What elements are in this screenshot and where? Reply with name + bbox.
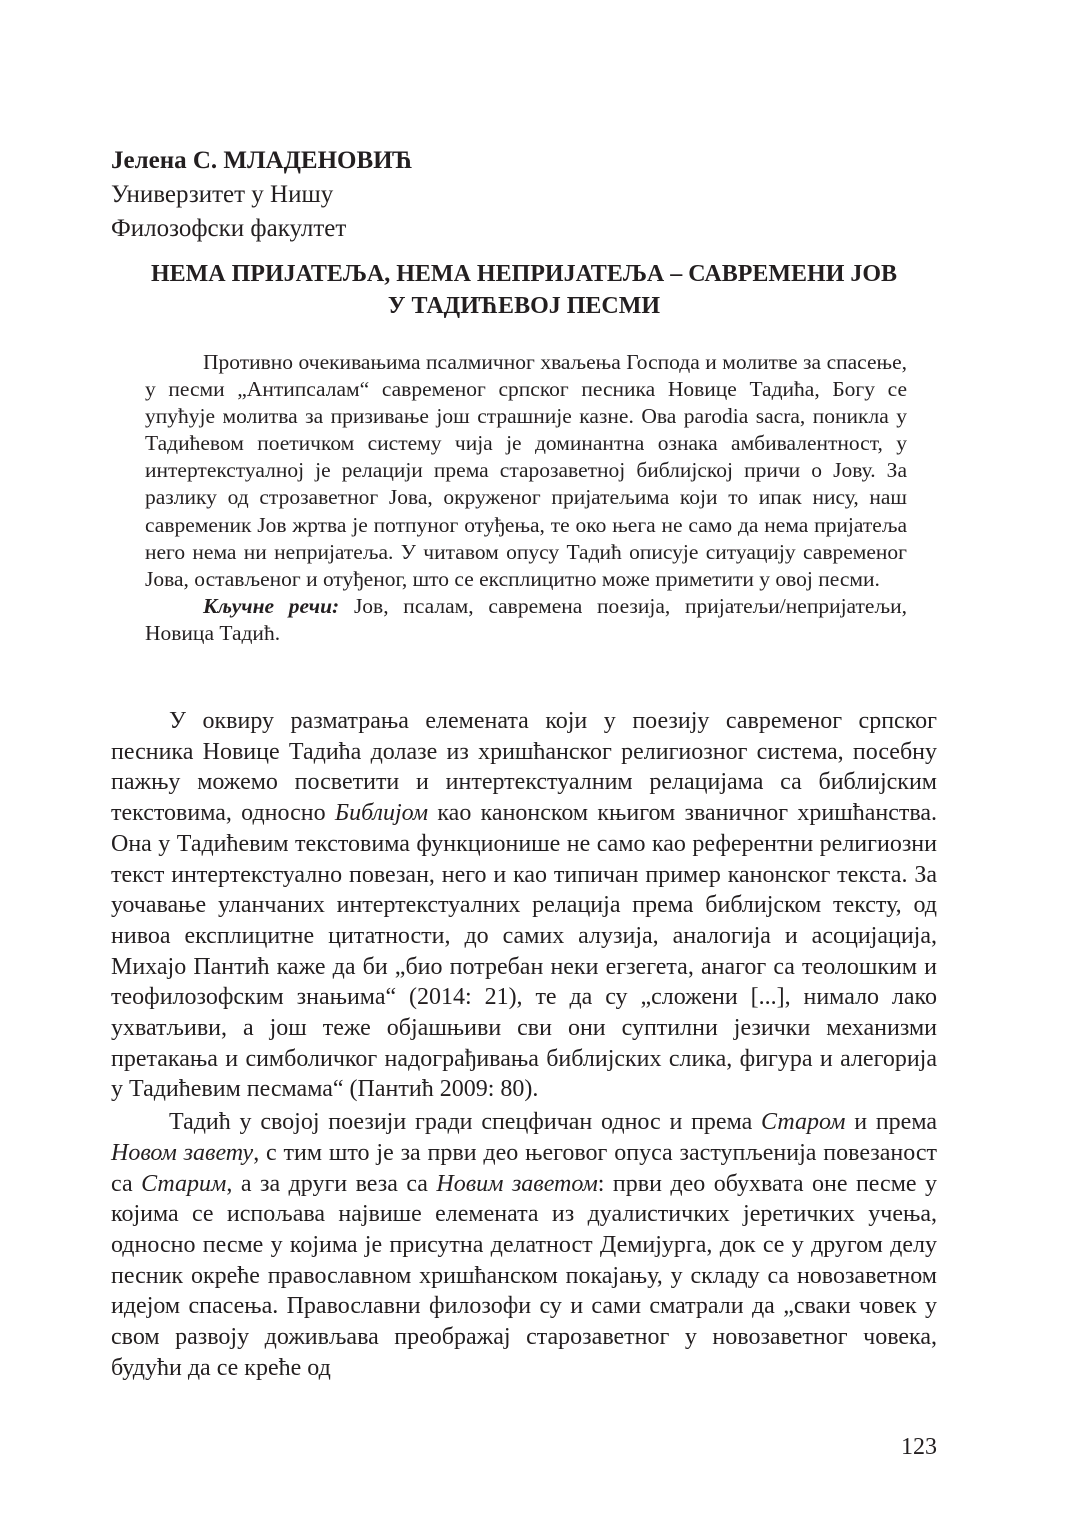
keywords-paragraph	[145, 593, 907, 647]
title-line-1: НЕМА ПРИЈАТЕЉА, НЕМА НЕПРИЈАТЕЉА – САВРЕМЕНИ ЈОВ	[150, 261, 898, 287]
body-p1-text-b: као канонском књигом званичног хришћанства. Она у Тадићевим текстовима функционише не само као референтни религиозни текст интертекстуално повезан, него и као типичан пример канонског текста. За уочавање уланчаних интертекстуалних релација према библијском тексту, од нивоа експлицитне цитатности, до самих алузија, аналогија и асоцијација, Михајо Пантић каже да би „био потребан неки егзегета, анагог са теолошким и теофилозофским знањима“ (2014: 21), те да су „сложени [...], нимало лако ухватљиви, а још теже објашњиви сви они суптилни језички механизми претакања и симболичког надограђивања библијских слика, фигура и алегорија у Тадићевим песмама“ (Пантић 2009: 80).	[111, 800, 938, 1103]
body-p2-italic-1: Старом	[761, 1109, 846, 1136]
body-p2-text-b: и према	[845, 1109, 938, 1136]
abstract-text: Противно очекивањима псалмичног хваљења Господа и молитве за спасење, у песми „Антипсалам“ савременог српског песника Новице Тадића, Богу се упућује молитва за призивање још страшније казне. Ова parodia sacra, поникла у Тадићевом поетичком систему чија је доминантна ознака амбивалентност, у интертекстуалној је релацији према старозаветној библијској причи о Јову. За разлику од строзаветног Јова, окруженог пријатељима који то ипак нису, наш савременик Јов жртва је потпуног отуђења, те око њега не само да нема пријатеља него нема ни непријатеља. У читавом опусу Тадић описује ситуацију савременог Јова, остављеног и отуђеног, што се експлицитно може приметити у овој песми.	[145, 350, 907, 591]
body-p2-text-e: : први део обухвата оне песме у којима се испољава највише елемената из дуалистичких јеретичких учења, односно песме у којима је присутна делатност Демијурга, док се у другом делу песник окреће православном хришћанском покајању, у складу са новозаветном идејом спасења. Православни филозофи су и сами сматрали да „сваки човек у свом развоју доживљава преображај старозаветног у новозаветног човека, будући да се креће од	[111, 1170, 937, 1381]
body-p2-italic-4: Новим заветом	[436, 1170, 598, 1197]
keywords-text: Јов, псалам, савремена поезија, пријатељи/непријатељи, Новица Тадић.	[145, 593, 907, 645]
author-faculty: Филозофски факултет	[111, 215, 347, 242]
body-p2-text-a: Тадић у својој поезији гради спецфичан однос и према	[169, 1109, 762, 1136]
title-line-2: У ТАДИЋЕВОЈ ПЕСМИ	[387, 293, 661, 319]
body-text	[111, 706, 937, 1383]
body-p2-italic-3: Старим	[141, 1170, 227, 1197]
body-p1-italic: Библијом	[334, 800, 429, 827]
body-p2-italic-2: Новом завету	[111, 1139, 254, 1166]
body-p1-text-a: У оквиру разматрања елемената који у поезију савременог српског песника Новице Тадића долазе из хришћанског религиозног система, посебну пажњу можемо посветити и интертекстуалним релацијама са библијским текстовима, односно	[111, 708, 937, 827]
keywords-label: Кључне речи:	[203, 593, 340, 618]
article-title	[111, 258, 937, 322]
page-number: 123	[901, 1434, 937, 1460]
body-p2-text-c: , с тим што је за први део његовог опуса заступљенија повезаност са	[111, 1139, 937, 1197]
body-paragraph-2	[111, 1107, 937, 1383]
author-block	[111, 144, 611, 246]
author-name: Јелена С. МЛАДЕНОВИЋ	[111, 147, 413, 174]
body-paragraph-1	[111, 706, 937, 1105]
author-university: Универзитет у Нишу	[111, 181, 334, 208]
body-p2-text-d: , а за други веза са	[226, 1170, 437, 1197]
abstract	[145, 349, 907, 647]
